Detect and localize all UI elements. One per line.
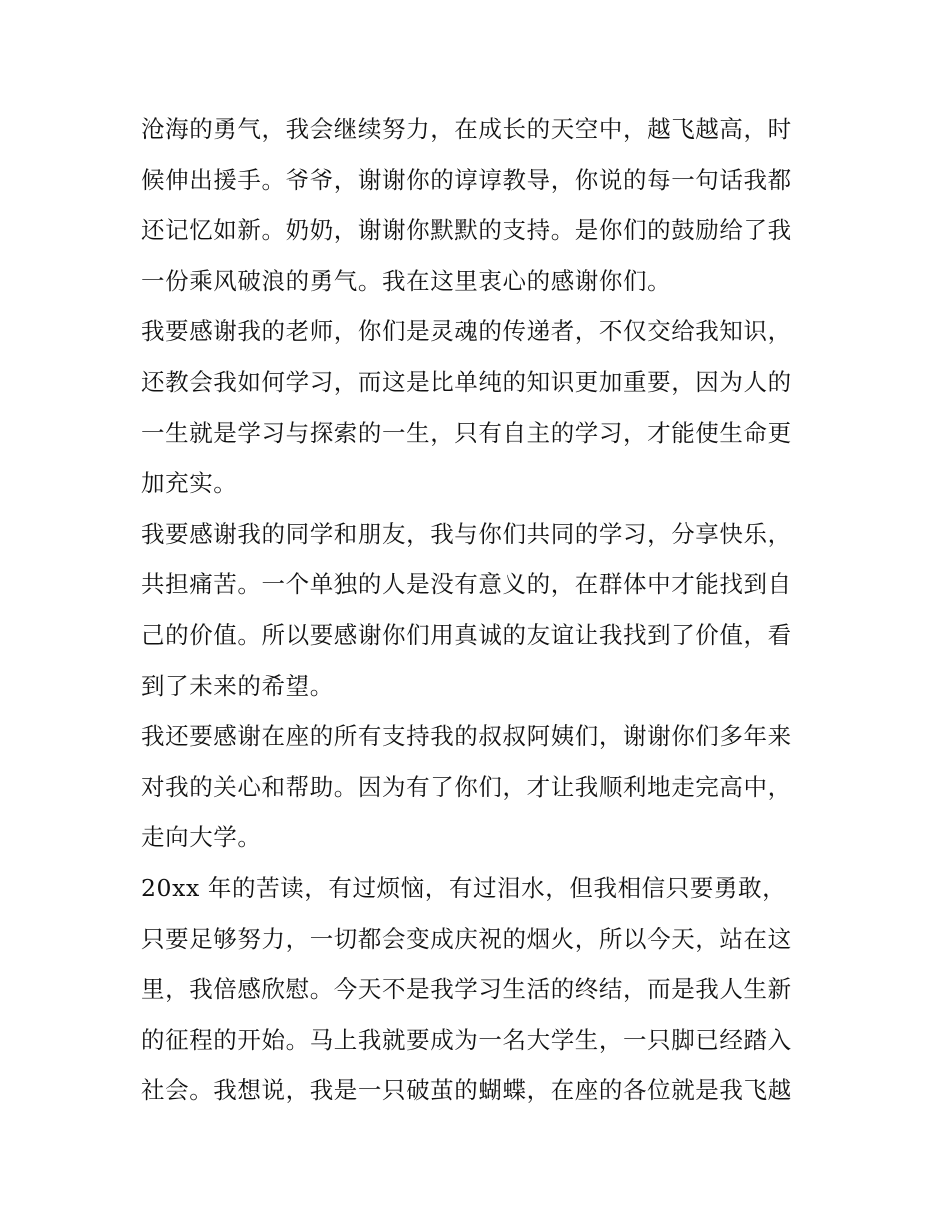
- text-line: 己的价值。所以要感谢你们用真诚的友谊让我找到了价值，看: [141, 620, 792, 649]
- text-line: 里，我倍感欣慰。今天不是我学习生活的终结，而是我人生新: [141, 975, 792, 1004]
- body-text: [141, 104, 821, 1116]
- text-line: 我要感谢我的老师，你们是灵魂的传递者，不仅交给我知识，: [141, 317, 792, 346]
- text-line: 一生就是学习与探索的一生，只有自主的学习，才能使生命更: [141, 418, 792, 447]
- text-line: 加充实。: [141, 469, 238, 498]
- text-line: 到了未来的希望。: [141, 671, 334, 700]
- text-line: 只要足够努力，一切都会变成庆祝的烟火，所以今天，站在这: [141, 924, 792, 953]
- text-line: 我要感谢我的同学和朋友，我与你们共同的学习，分享快乐，: [141, 519, 792, 548]
- text-line: 20xx 年的苦读，有过烦恼，有过泪水，但我相信只要勇敢，: [141, 873, 787, 902]
- text-line: 的征程的开始。马上我就要成为一名大学生，一只脚已经踏入: [141, 1025, 792, 1054]
- text-line: 沧海的勇气，我会继续努力，在成长的天空中，越飞越高，时: [141, 115, 792, 143]
- text-line: 一份乘风破浪的勇气。我在这里衷心的感谢你们。: [141, 266, 672, 295]
- text-line: 我还要感谢在座的所有支持我的叔叔阿姨们，谢谢你们多年来: [141, 722, 792, 751]
- text-line: 候伸出援手。爷爷，谢谢你的谆谆教导，你说的每一句话我都: [141, 165, 792, 194]
- text-line: 还教会我如何学习，而这是比单纯的知识更加重要，因为人的: [141, 367, 792, 396]
- text-line: 走向大学。: [141, 823, 262, 852]
- text-line: 还记忆如新。奶奶，谢谢你默默的支持。是你们的鼓励给了我: [141, 216, 792, 245]
- text-line: 社会。我想说，我是一只破茧的蝴蝶，在座的各位就是我飞越: [141, 1076, 792, 1105]
- text-line: 对我的关心和帮助。因为有了你们，才让我顺利地走完高中，: [141, 772, 792, 801]
- text-line: 共担痛苦。一个单独的人是没有意义的，在群体中才能找到自: [141, 570, 792, 599]
